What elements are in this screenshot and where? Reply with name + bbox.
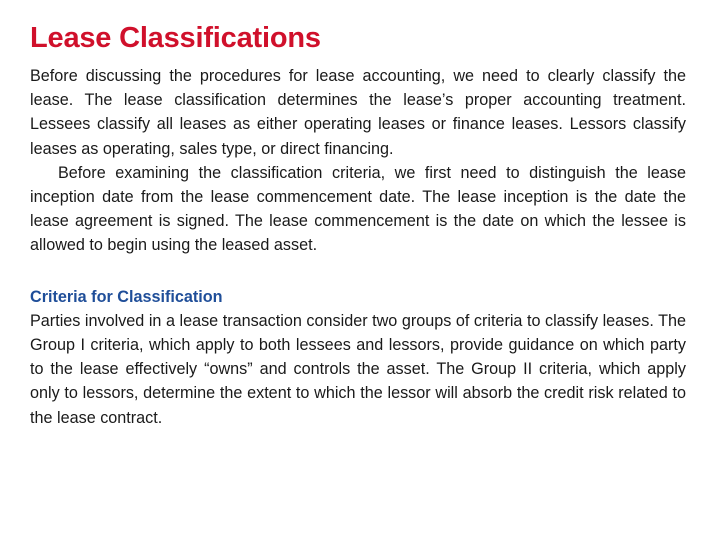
page-title: Lease Classifications [30, 22, 321, 54]
criteria-heading: Criteria for Classification [30, 287, 223, 306]
intro-paragraph: Before discussing the procedures for lease accounting, we need to clearly classify the lease. The lease classification determines the lease’s proper accounting treatment. Lessees classify all leases as either operating leases or finance leases. Lessors classify leases as operating, sales type, or direct financing. [30, 67, 686, 158]
criteria-paragraph: Parties involved in a lease transaction consider two groups of criteria to classify leases. The Group I criteria, which apply to both lessees and lessors, provide guidance on which party to the lease effectively “owns” and controls the asset. The Group II criteria, which apply only to lessors, determine the extent to which the lessor will absorb the credit risk related to the lease contract. [30, 311, 686, 427]
slide-content [30, 20, 686, 430]
inception-paragraph: Before examining the classification criteria, we first need to distinguish the lease inception date from the lease commencement date. The lease inception is the date the lease agreement is signed. The lease commencement is the date on which the lessee is allowed to begin using the leased asset. [30, 163, 686, 255]
